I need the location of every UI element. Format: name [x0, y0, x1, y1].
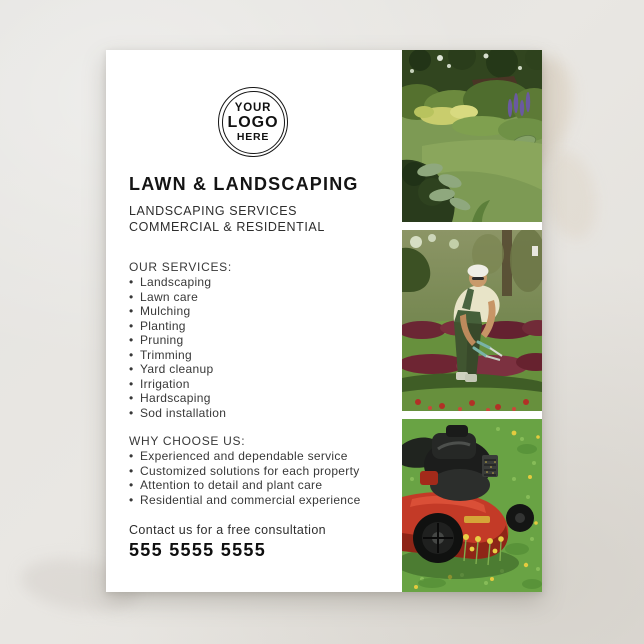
why-choose-us-list [129, 449, 361, 507]
logo-inner-ring [222, 91, 285, 154]
list-item: • Planting [129, 319, 226, 334]
garden-photo [402, 50, 542, 222]
services-list [129, 275, 226, 420]
list-item: • Residential and commercial experience [129, 493, 361, 508]
list-item: • Irrigation [129, 377, 226, 392]
subtitle-line-2: COMMERCIAL & RESIDENTIAL [129, 219, 325, 234]
list-item: • Mulching [129, 304, 226, 319]
list-item: • Experienced and dependable service [129, 449, 361, 464]
logo-placeholder-circle [218, 87, 288, 157]
page-title: LAWN & LANDSCAPING [129, 174, 359, 194]
garden-photo-art [402, 50, 542, 222]
gardener-photo-art [402, 230, 542, 411]
list-item: • Yard cleanup [129, 362, 226, 377]
logo-text-your: YOUR [234, 101, 272, 114]
logo-text-logo: LOGO [227, 113, 279, 131]
list-item: • Attention to detail and plant care [129, 478, 361, 493]
list-item: • Sod installation [129, 406, 226, 421]
list-item: • Customized solutions for each property [129, 464, 361, 479]
list-item: • Lawn care [129, 290, 226, 305]
marble-vein [536, 146, 604, 244]
contact-note: Contact us for a free consultation [129, 523, 327, 537]
list-item: • Trimming [129, 348, 226, 363]
list-item: • Hardscaping [129, 391, 226, 406]
landscaping-flyer [106, 50, 542, 592]
lawn-mower-photo [402, 419, 542, 592]
services-heading: OUR SERVICES: [129, 260, 232, 274]
list-item: • Pruning [129, 333, 226, 348]
logo-text-here: HERE [236, 130, 270, 143]
subtitle [129, 204, 325, 235]
list-item: • Landscaping [129, 275, 226, 290]
subtitle-line-1: LANDSCAPING SERVICES [129, 204, 298, 218]
gardener-photo [402, 230, 542, 411]
why-choose-us-heading: WHY CHOOSE US: [129, 434, 246, 448]
phone-number: 555 5555 5555 [129, 540, 267, 560]
lawn-mower-photo-art [402, 419, 542, 592]
